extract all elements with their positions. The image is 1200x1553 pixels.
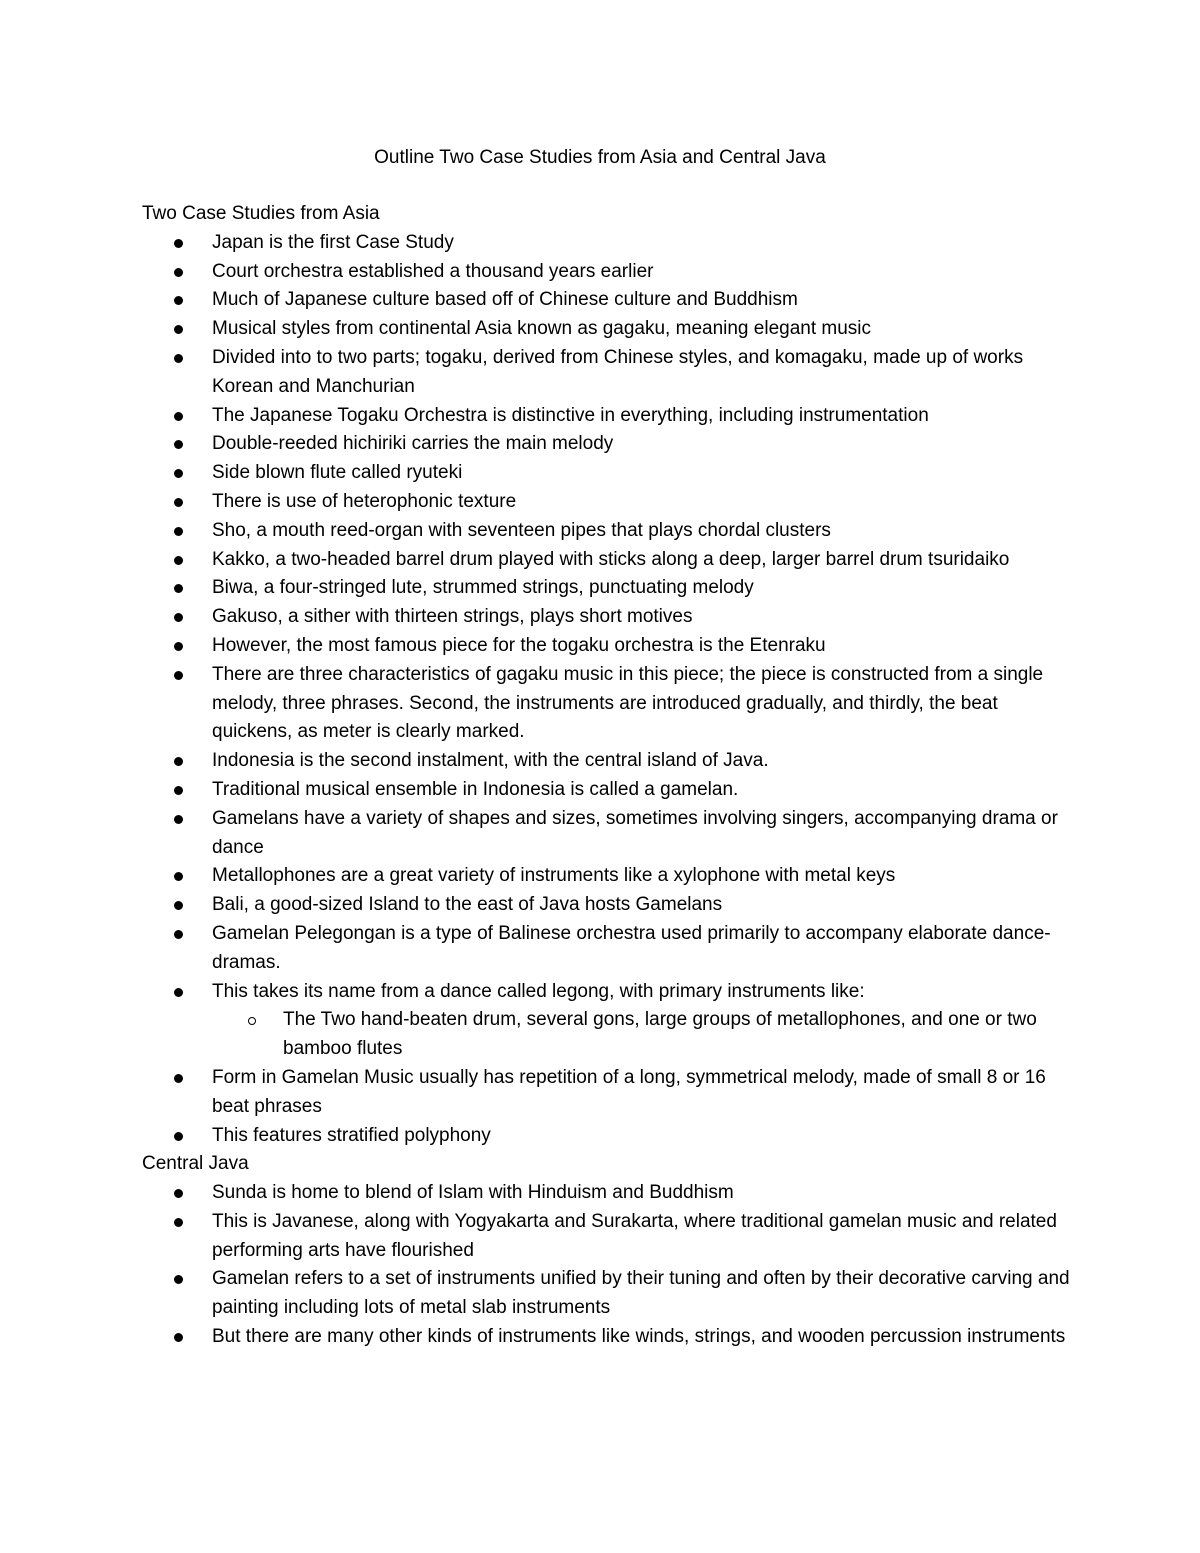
list-item-text: This is Javanese, along with Yogyakarta and Surakarta, where traditional gamelan music and related performing arts have flourished	[212, 1210, 1057, 1261]
list-item-text: Traditional musical ensemble in Indonesia is called a gamelan.	[212, 778, 739, 800]
list-item	[142, 661, 1072, 747]
bullet-icon	[174, 901, 183, 910]
bullet-icon	[174, 527, 183, 536]
list-item-text: Indonesia is the second instalment, with the central island of Java.	[212, 750, 769, 772]
list-item-text: Divided into to two parts; togaku, derived from Chinese styles, and komagaku, made up of works Korean and Manchurian	[212, 346, 1024, 397]
bullet-icon	[174, 469, 183, 478]
sub-list-item	[142, 1006, 1072, 1064]
bullet-icon	[174, 1132, 183, 1141]
list-item	[142, 315, 1072, 344]
bullet-icon	[174, 872, 183, 881]
bullet-icon	[174, 671, 183, 680]
list-item-text: Metallophones are a great variety of instruments like a xylophone with metal keys	[212, 865, 896, 887]
bullet-icon	[174, 412, 183, 421]
list-item-text: There are three characteristics of gagaku music in this piece; the piece is constructed from a single melody, three phrases. Second, the instruments are introduced gradually, and thirdly, the beat quickens, as meter is clearly marked.	[212, 663, 1044, 743]
hollow-bullet-icon	[248, 1017, 256, 1025]
list-item	[142, 747, 1072, 776]
list-item	[142, 862, 1072, 891]
bullet-icon	[174, 1189, 183, 1198]
list-item-text: However, the most famous piece for the togaku orchestra is the Etenraku	[212, 634, 826, 656]
bullet-icon	[174, 498, 183, 507]
list-item	[142, 978, 1072, 1064]
list-item-text: Much of Japanese culture based off of Chinese culture and Buddhism	[212, 289, 798, 311]
bullet-icon	[174, 1275, 183, 1284]
list-item	[142, 517, 1072, 546]
list-item	[142, 459, 1072, 488]
list-item	[142, 488, 1072, 517]
bullet-icon	[174, 930, 183, 939]
list-item	[142, 258, 1072, 287]
list-item	[142, 920, 1072, 978]
list-item	[142, 1265, 1072, 1323]
list-item	[142, 286, 1072, 315]
list-item-text: There is use of heterophonic texture	[212, 490, 517, 512]
bullet-icon	[174, 239, 183, 248]
list-item-text: Gakuso, a sither with thirteen strings, plays short motives	[212, 606, 693, 628]
list-item-text: Court orchestra established a thousand years earlier	[212, 260, 654, 282]
bullet-icon	[174, 613, 183, 622]
section-heading-central-java: Central Java	[142, 1153, 249, 1175]
list-item	[142, 603, 1072, 632]
list-item-text: Double-reeded hichiriki carries the main melody	[212, 433, 614, 455]
list-item-text: Biwa, a four-stringed lute, strummed strings, punctuating melody	[212, 577, 754, 599]
list-item	[142, 1323, 1072, 1352]
list-item-text: The Japanese Togaku Orchestra is distinctive in everything, including instrumentation	[212, 404, 929, 426]
list-item	[142, 891, 1072, 920]
bullet-icon	[174, 642, 183, 651]
section-heading-asia: Two Case Studies from Asia	[142, 203, 380, 224]
list-item-text: Musical styles from continental Asia known as gagaku, meaning elegant music	[212, 318, 872, 340]
list-item-text: Kakko, a two-headed barrel drum played with sticks along a deep, larger barrel drum tsuridaiko	[212, 548, 1010, 570]
bullet-list-central-java	[142, 1179, 1072, 1352]
list-item	[142, 776, 1072, 805]
sub-list-item-text: The Two hand-beaten drum, several gons, large groups of metallophones, and one or two bamboo flutes	[283, 1009, 1037, 1060]
list-item	[142, 1122, 1072, 1151]
list-item	[142, 632, 1072, 661]
bullet-icon	[174, 296, 183, 305]
list-item-text: Side blown flute called ryuteki	[212, 462, 463, 484]
bullet-icon	[174, 815, 183, 824]
bullet-icon	[174, 786, 183, 795]
list-item	[142, 344, 1072, 402]
list-item-text: Gamelan refers to a set of instruments unified by their tuning and often by their decorative carving and painting including lots of metal slab instruments	[212, 1268, 1070, 1319]
bullet-list-asia	[142, 229, 1072, 1151]
document-body	[142, 200, 1072, 1352]
sub-bullet-list	[212, 1006, 1072, 1064]
bullet-icon	[174, 584, 183, 593]
list-item-text: Gamelan Pelegongan is a type of Balinese orchestra used primarily to accompany elaborate dance-dramas.	[212, 922, 1051, 973]
bullet-icon	[174, 757, 183, 766]
bullet-icon	[174, 1218, 183, 1227]
list-item	[142, 430, 1072, 459]
bullet-icon	[174, 268, 183, 277]
bullet-icon	[174, 1333, 183, 1342]
document-title: Outline Two Case Studies from Asia and Central Java	[374, 147, 826, 168]
list-item	[142, 805, 1072, 863]
bullet-icon	[174, 988, 183, 997]
list-item	[142, 402, 1072, 431]
list-item	[142, 1179, 1072, 1208]
list-item-text: This features stratified polyphony	[212, 1124, 491, 1146]
list-item-text: Sunda is home to blend of Islam with Hinduism and Buddhism	[212, 1182, 734, 1204]
list-item-text: This takes its name from a dance called legong, with primary instruments like:	[212, 980, 865, 1002]
list-item-text: Form in Gamelan Music usually has repetition of a long, symmetrical melody, made of small 8 or 16 beat phrases	[212, 1066, 1046, 1117]
bullet-icon	[174, 556, 183, 565]
list-item-text: Bali, a good-sized Island to the east of Java hosts Gamelans	[212, 894, 723, 916]
list-item	[142, 229, 1072, 258]
list-item	[142, 1064, 1072, 1122]
bullet-icon	[174, 325, 183, 334]
bullet-icon	[174, 354, 183, 363]
list-item-text: Gamelans have a variety of shapes and sizes, sometimes involving singers, accompanying drama or dance	[212, 807, 1058, 858]
list-item-text: Japan is the first Case Study	[212, 231, 454, 253]
list-item	[142, 1208, 1072, 1266]
bullet-icon	[174, 440, 183, 449]
list-item	[142, 574, 1072, 603]
bullet-icon	[174, 1074, 183, 1083]
list-item-text: Sho, a mouth reed-organ with seventeen pipes that plays chordal clusters	[212, 519, 831, 541]
list-item-text: But there are many other kinds of instruments like winds, strings, and wooden percussion instruments	[212, 1326, 1066, 1348]
list-item	[142, 546, 1072, 575]
